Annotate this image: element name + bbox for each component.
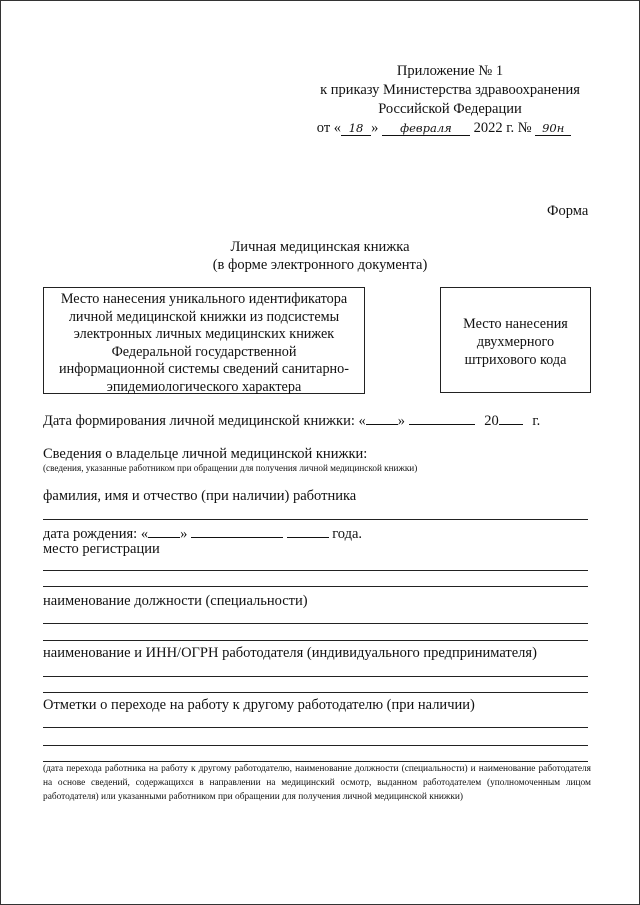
document-title: [150, 238, 490, 274]
birth-year-suffix: года.: [332, 526, 363, 542]
order-day-handwritten: 18: [341, 121, 371, 136]
barcode-line: штрихового кода: [464, 352, 567, 368]
birth-date-label: дата рождения: «: [43, 526, 149, 542]
full-name-line[interactable]: [43, 519, 588, 520]
identifier-line: информационной системы сведений санитарно-: [59, 361, 349, 377]
birth-day-field[interactable]: [148, 524, 180, 538]
order-date-line: [294, 119, 594, 138]
transfer-line[interactable]: [43, 727, 588, 728]
registration-line[interactable]: [43, 570, 588, 571]
formation-date-close: »: [397, 413, 405, 429]
identifier-line: личной медицинской книжки из подсистемы: [68, 308, 340, 325]
barcode-line: двухмерного: [476, 334, 555, 350]
title-line-1: Личная медицинская книжка: [230, 239, 410, 255]
identifier-placement-box: [43, 287, 365, 394]
order-number-handwritten: 90н: [535, 121, 571, 136]
identifier-line: Федеральной государственной: [111, 343, 297, 360]
owner-info-note: (сведения, указанные работником при обращении для получения личной медицинской книжки): [43, 463, 418, 473]
identifier-line: электронных личных медицинских книжек: [73, 326, 335, 342]
registration-label: место регистрации: [43, 541, 160, 557]
employer-label: наименование и ИНН/ОГРН работодателя (индивидуального предпринимателя): [43, 645, 537, 661]
formation-year-suffix: г.: [532, 413, 541, 429]
formation-day-field[interactable]: [366, 411, 398, 425]
document-header: [300, 62, 600, 138]
position-line[interactable]: [43, 623, 588, 624]
formation-year-field[interactable]: [499, 411, 523, 425]
barcode-placement-box: [440, 287, 591, 393]
position-label: наименование должности (специальности): [43, 593, 308, 609]
formation-date-row: [43, 411, 540, 430]
transfer-line[interactable]: [43, 745, 588, 746]
birth-month-field[interactable]: [191, 524, 283, 538]
form-label: Форма: [547, 203, 589, 219]
registration-line[interactable]: [43, 586, 588, 587]
order-year-number-label: 2022 г. №: [473, 120, 532, 136]
barcode-line: Место нанесения: [463, 316, 568, 332]
footnote-text: (дата перехода работника на работу к другому работодателю, наименование должности (специальности) и наименование работодателя на основе сведений, содержащихся в направлении на медицинский осмотр, выданном работодателем (уполномоченным лицом работодателя) или указанными работником при обращении для получения личной медицинской книжки): [43, 764, 591, 802]
identifier-line: Место нанесения уникального идентификатора: [60, 291, 348, 307]
birth-date-close: »: [180, 526, 188, 542]
title-line-2: (в форме электронного документа): [212, 257, 428, 273]
order-month-handwritten: февраля: [382, 121, 470, 136]
birth-year-field[interactable]: [287, 524, 329, 538]
appendix-number: Приложение № 1: [396, 63, 504, 79]
date-close-quote: »: [371, 120, 379, 136]
identifier-line: эпидемиологического характера: [106, 378, 302, 395]
employer-line[interactable]: [43, 676, 588, 677]
owner-info-label: Сведения о владельце личной медицинской книжки:: [43, 446, 368, 462]
position-line[interactable]: [43, 640, 588, 641]
order-reference: к приказу Министерства здравоохранения: [320, 82, 580, 98]
date-prefix: от «: [316, 120, 342, 136]
federation-name: Российской Федерации: [378, 101, 522, 117]
formation-month-field[interactable]: [409, 411, 475, 425]
full-name-label: фамилия, имя и отчество (при наличии) работника: [43, 488, 357, 504]
formation-year-prefix: 20: [484, 413, 499, 429]
formation-date-label: Дата формирования личной медицинской книжки: «: [43, 413, 366, 429]
transfer-label: Отметки о переходе на работу к другому работодателю (при наличии): [43, 697, 475, 713]
employer-line[interactable]: [43, 692, 588, 693]
